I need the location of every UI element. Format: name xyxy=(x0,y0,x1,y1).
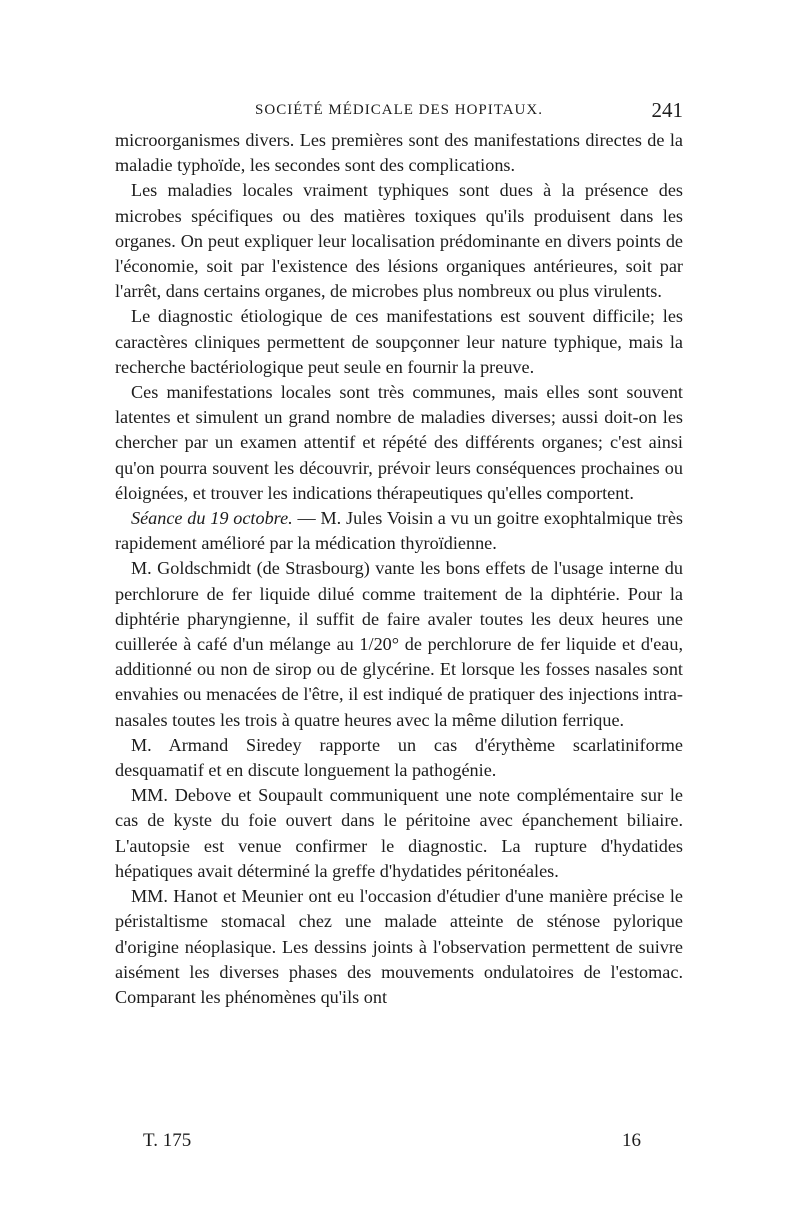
paragraph-common-manifestations: Ces manifestations locales sont très communes, mais elles sont souvent latentes et simulent un grand nombre de maladies diverses; aussi doit-on les chercher par un examen attentif et répété des différents organes; c'est ainsi qu'on pourra souvent les découvrir, prévoir leurs conséquences prochaines ou éloignées, et trouver les indications thérapeutiques qu'elles comportent. xyxy=(115,382,683,503)
running-title: SOCIÉTÉ MÉDICALE DES HOPITAUX. xyxy=(255,102,543,118)
session-date: Séance du 19 octobre. xyxy=(131,508,293,529)
paragraph-siredey: M. Armand Siredey rapporte un cas d'érythème scarlatiniforme desquamatif et en discute longuement la pathogénie. xyxy=(115,734,683,781)
paragraph-etiological-diagnosis: Le diagnostic étiologique de ces manifestations est souvent difficile; les caractères cliniques permettent de soupçonner leur nature typhique, mais la recherche bactériologique peut seule en fournir la preuve. xyxy=(115,306,683,377)
paragraph-hanot-meunier: MM. Hanot et Meunier ont eu l'occasion d'étudier d'une manière précise le péristaltisme stomacal chez une malade atteinte de sténose pylorique d'origine néoplasique. Les dessins joints à l'observation permettent de suivre aisément les diverses phases des mouvements ondulatoires de l'estomac. Comparant les phénomènes qu'ils ont xyxy=(115,886,683,1007)
paragraph-local-typhoid-diseases: Les maladies locales vraiment typhiques sont dues à la présence des microbes spécifiques ou des matières toxiques qu'ils produisent dans les organes. On peut expliquer leur localisation prédominante en divers points de l'économie, soit par l'existence des lésions organiques antérieures, soit par l'arrêt, dans certains organes, de microbes plus nombreux ou plus virulents. xyxy=(115,180,683,302)
page-header xyxy=(115,98,683,128)
page-number: 241 xyxy=(651,98,683,122)
signature-mark: 16 xyxy=(622,1130,641,1151)
paragraph-continued: microorganismes divers. Les premières sont des manifestations directes de la maladie typhoïde, les secondes sont des complications. xyxy=(115,130,683,176)
volume-label: T. 175 xyxy=(143,1130,192,1151)
body-text xyxy=(115,128,683,1010)
paragraph-debove-soupault: MM. Debove et Soupault communiquent une note complémentaire sur le cas de kyste du foie ouvert dans le péritoine avec épanchement biliaire. L'autopsie est venue confirmer le diagnostic. La rupture d'hydatides hépatiques avait déterminé la greffe d'hydatides péritonéales. xyxy=(115,785,683,881)
paragraph-goldschmidt: M. Goldschmidt (de Strasbourg) vante les bons effets de l'usage interne du perchlorure de fer liquide dilué comme traitement de la diphtérie. Pour la diphtérie pharyngienne, il suffit de faire avaler toutes les deux heures une cuillerée à café d'un mélange au 1/20° de perchlorure de fer liquide et d'eau, additionné ou non de sirop ou de glycérine. Et lorsque les fosses nasales sont envahies ou menacées de l'être, il est indiqué de pratiquer des injections intra-nasales toutes les trois à quatre heures avec la même dilution ferrique. xyxy=(115,558,683,730)
session-text: — M. Jules Voisin a vu un goitre exophtalmique très rapidement amélioré par la médication thyroïdienne. xyxy=(115,508,683,554)
paragraph-seance-19-octobre xyxy=(115,506,683,556)
page-footer xyxy=(115,1125,683,1155)
